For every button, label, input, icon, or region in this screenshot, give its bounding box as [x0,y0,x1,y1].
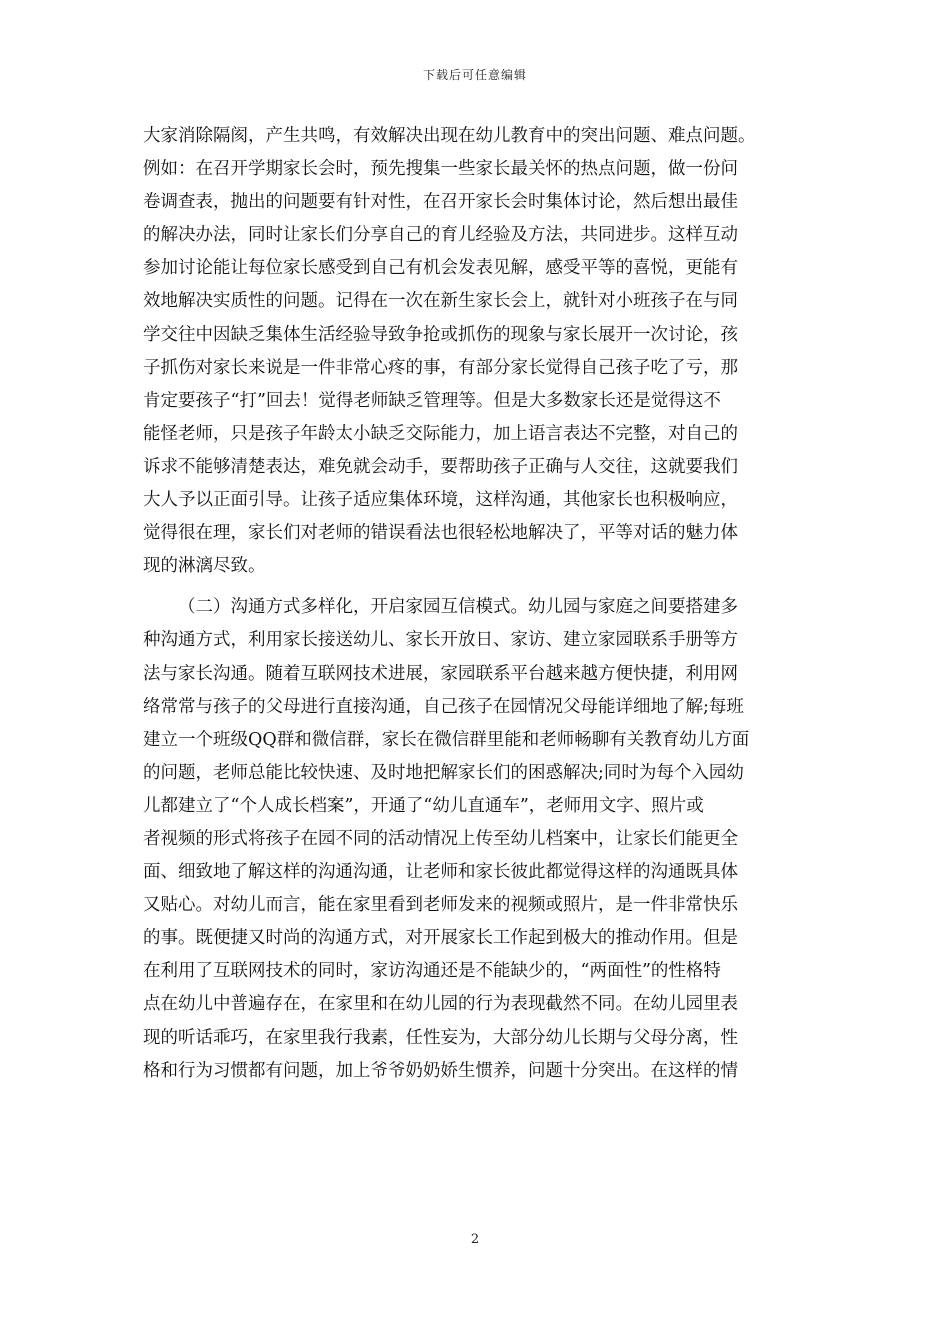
text-line: 面、细致地了解这样的沟通沟通，让老师和家长彼此都觉得这样的沟通既具体 [143,862,738,883]
text-line: 儿都建立了“个人成长档案”，开通了“幼儿直通车”，老师用文字、照片或 [143,795,704,816]
text-line: （二）沟通方式多样化，开启家园互信模式。幼儿园与家庭之间要搭建多 [178,597,738,618]
text-line: 能怪老师，只是孩子年龄太小缺乏交际能力，加上语言表达不完整，对自己的 [143,423,738,444]
text-line: 在利用了互联网技术的同时，家访沟通还是不能缺少的，“两面性”的性格特 [143,961,721,982]
text-line: 大人予以正面引导。让孩子适应集体环境，这样沟通，其他家长也积极响应， [143,490,738,511]
page-header: 下载后可任意编辑 [422,68,527,82]
document-body [143,120,811,1088]
text-line: 肯定要孩子“打”回去！觉得老师缺乏管理等。但是大多数家长还是觉得这不 [143,390,721,411]
text-line: 络常常与孩子的父母进行直接沟通，自己孩子在园情况父母能详细地了解;每班 [143,696,744,717]
page-number: 2 [470,1232,480,1247]
text-line: 诉求不能够清楚表达，难免就会动手，要帮助孩子正确与人交往，这就要我们 [143,456,738,477]
text-line: 卷调查表，抛出的问题要有针对性，在召开家长会时集体讨论，然后想出最佳 [143,192,738,213]
text-line: 例如：在召开学期家长会时，预先搜集一些家长最关怀的热点问题，做一份问 [143,159,738,180]
text-line: 的事。既便捷又时尚的沟通方式，对开展家长工作起到极大的推动作用。但是 [143,928,738,949]
text-line: 法与家长沟通。随着互联网技术进展，家园联系平台越来越方便快捷，利用网 [143,663,738,684]
text-line: 又贴心。对幼儿而言，能在家里看到老师发来的视频或照片，是一件非常快乐 [143,895,738,916]
text-line: 格和行为习惯都有问题，加上爷爷奶奶娇生惯养，问题十分突出。在这样的情 [143,1060,738,1081]
text-line: 建立一个班级QQ群和微信群，家长在微信群里能和老师畅聊有关教育幼儿方面 [143,729,750,750]
text-line: 大家消除隔阂，产生共鸣，有效解决出现在幼儿教育中的突出问题、难点问题。 [143,126,756,146]
text-line: 现的听话乖巧，在家里我行我素，任性妄为，大部分幼儿长期与父母分离，性 [143,1027,738,1048]
text-line: 觉得很在理，家长们对老师的错误看法也很轻松地解决了，平等对话的魅力体 [143,523,738,544]
text-line: 者视频的形式将孩子在园不同的活动情况上传至幼儿档案中，让家长们能更全 [143,828,738,849]
text-line: 现的淋漓尽致。 [143,556,266,577]
text-line: 的问题，老师总能比较快速、及时地把解家长们的困惑解决;同时为每个入园幼 [143,762,744,783]
text-line: 学交往中因缺乏集体生活经验导致争抢或抓伤的现象与家长展开一次讨论，孩 [143,324,738,345]
text-line: 效地解决实质性的问题。记得在一次在新生家长会上，就针对小班孩子在与同 [143,291,738,312]
text-line: 的解决办法，同时让家长们分享自己的育儿经验及方法，共同进步。这样互动 [143,225,738,246]
text-line: 子抓伤对家长来说是一件非常心疼的事，有部分家长觉得自己孩子吃了亏，那 [143,357,738,378]
text-line: 参加讨论能让每位家长感受到自己有机会发表见解，感受平等的喜悦，更能有 [143,258,738,279]
text-line: 点在幼儿中普遍存在，在家里和在幼儿园的行为表现截然不同。在幼儿园里表 [143,994,738,1015]
text-line: 种沟通方式，利用家长接送幼儿、家长开放日、家访、建立家园联系手册等方 [143,630,738,651]
